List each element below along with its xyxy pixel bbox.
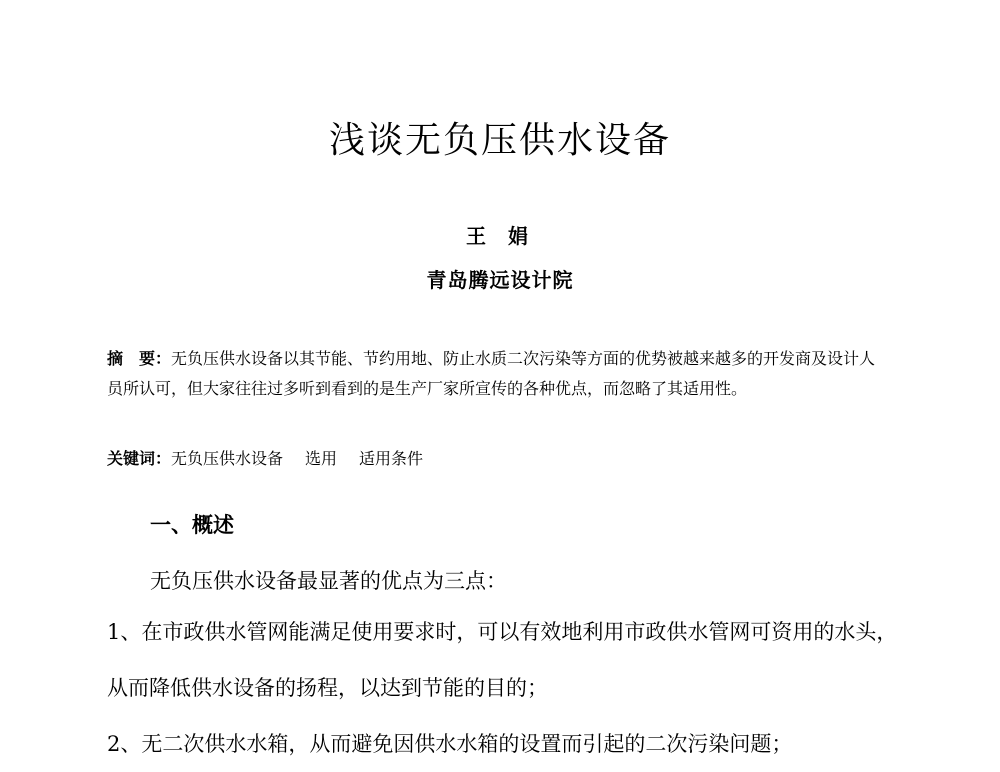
keyword: 适用条件 (359, 449, 424, 468)
keywords-label: 关键词： (107, 449, 172, 468)
author-name (0, 220, 1000, 249)
keyword: 选用 (305, 449, 338, 468)
keyword: 无负压供水设备 (171, 449, 284, 468)
document-title: 浅谈无负压供水设备 (328, 120, 671, 161)
list-item: 2、无二次供水水箱，从而避免因供水水箱的设置而引起的二次污染问题； (107, 732, 793, 756)
author-given-name: 王 (466, 224, 492, 248)
abstract-text: 无负压供水设备以其节能、节约用地、防止水质二次污染等方面的优势被越来越多的开发商及设计人员所认可，但大家往往过多听到看到的是生产厂家所宣传的各种优点，而忽略了其适用性。 (107, 349, 876, 398)
section-heading: 一、概述 (150, 513, 234, 537)
list-item: 1、在市政供水管网能满足使用要求时，可以有效地利用市政供水管网可资用的水头，从而降低供水设备的扬程，以达到节能的目的； (107, 620, 898, 700)
keywords (107, 446, 445, 469)
author-affiliation: 青岛腾远设计院 (426, 268, 574, 292)
abstract (107, 344, 887, 404)
author-family-name: 娟 (508, 224, 534, 248)
abstract-label: 摘 要： (107, 349, 172, 368)
section-intro-paragraph: 无负压供水设备最显著的优点为三点： (150, 569, 507, 593)
